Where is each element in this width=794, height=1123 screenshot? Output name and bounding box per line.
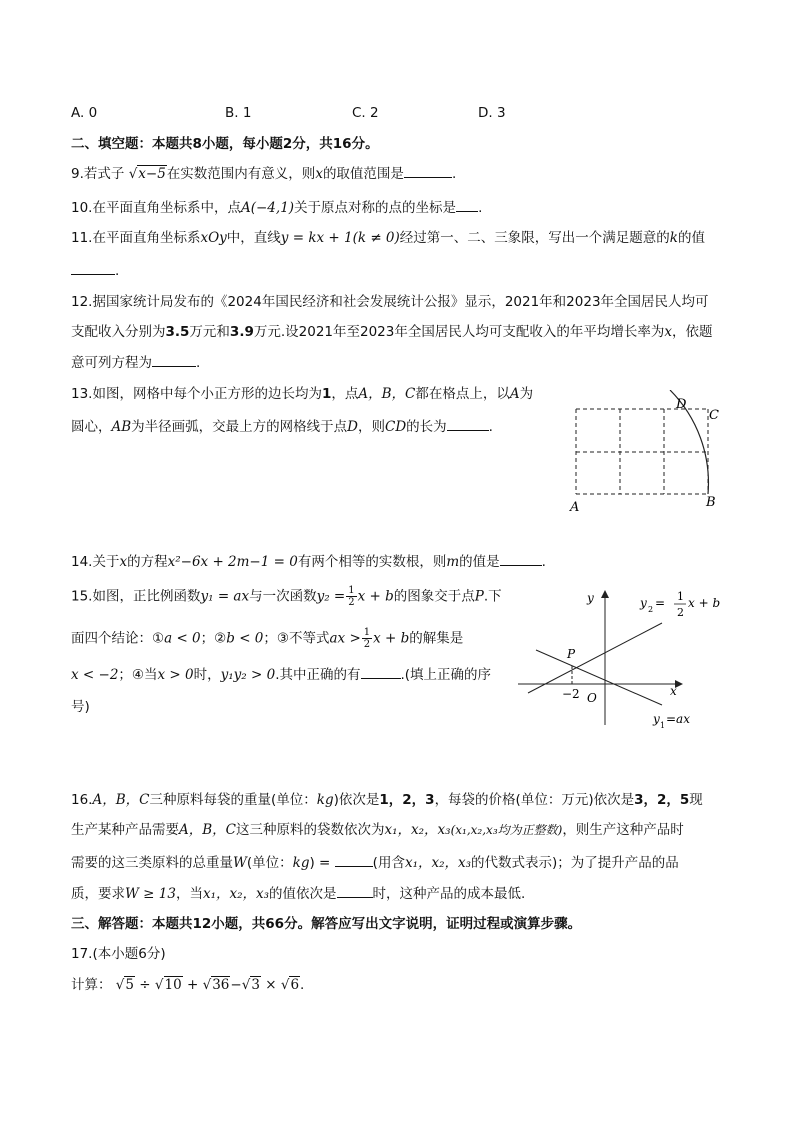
q13-text-b: ，点: [331, 386, 359, 402]
question-15-line4: 号): [71, 699, 90, 715]
question-12-line1: 12.据国家统计局发布的《2024年国民经济和社会发展统计公报》显示，2021年和2023年全国居民人均可: [71, 294, 709, 310]
q16-text-d: 现: [689, 792, 703, 808]
q11-sys: xOy: [200, 230, 227, 246]
q15-conclusion-1: a < 0: [164, 630, 201, 647]
q13-grid-figure: [560, 390, 730, 518]
q16-abc-2: A，B，C: [179, 822, 236, 838]
q9-end: .: [451, 166, 457, 182]
q11-text-post: 经过第一、二、三象限，写出一个满足题意的: [399, 230, 670, 246]
q10-number: 10.: [71, 200, 93, 216]
q16-text-b: )依次是: [333, 792, 380, 808]
q13-end: .: [488, 419, 493, 435]
q16-text-n: ，当: [175, 886, 203, 902]
q15-y2-eq: =: [655, 596, 666, 610]
q15-conclusion-3a: ax >: [329, 630, 361, 647]
question-9: 9.若式子 √x−5在实数范围内有意义，则x的取值范围是 .: [71, 163, 456, 184]
q16-abc: A，B，C: [92, 792, 150, 808]
q12-text-c: 万元.设2021年至2023年全国居民人均可支配收入的年平均增长率为: [253, 324, 665, 340]
q15-neg2-label: −2: [562, 687, 580, 701]
q15-y-label: y: [587, 591, 594, 605]
q13-label-a: A: [570, 500, 580, 515]
q15-conclusion-4b: y₁y₂ > 0: [220, 667, 276, 683]
q13-grid-lines: [576, 409, 708, 494]
q11-text: 在平面直角坐标系: [92, 230, 201, 246]
q13-points: A，B，C: [358, 386, 416, 402]
q11-end1: 的值: [677, 230, 705, 246]
section-3-title: 三、解答题：本题共12小题，共66分。解答应写出文字说明，证明过程或演算步骤。: [71, 916, 582, 932]
q10-text-post: 关于原点对称的点的坐标是: [294, 200, 457, 216]
q16-text-g: ，则生产这种产品时: [562, 822, 684, 838]
q15-half-num-2: 1: [363, 627, 371, 638]
q15-y2-pre: y₂ =: [316, 588, 346, 605]
q17-radicand-5: 6: [290, 977, 300, 993]
q16-text-l: 的代数式表示)；为了提升产品的品: [471, 855, 679, 871]
option-b: B. 1: [225, 105, 252, 121]
q17-end: .: [300, 977, 305, 993]
q10-text: 在平面直角坐标系中，点: [92, 200, 241, 216]
q13-text-e: 圆心，: [71, 419, 112, 435]
q13-a: A: [509, 386, 520, 402]
q16-integer-note: (x₁,x₂,x₃均为正整数): [450, 823, 563, 837]
q15-line-y2: [528, 623, 662, 693]
q16-text-m: 质，要求: [71, 886, 125, 902]
q13-text-g: ，则: [358, 419, 385, 435]
q14-text-mid: 的方程: [127, 554, 168, 570]
q15-half-den: 2: [348, 597, 355, 608]
q13-text-c: 都在格点上，以: [415, 386, 510, 402]
q12-var: x: [664, 324, 672, 340]
option-c: C. 2: [352, 105, 379, 121]
q17-text: 计算：: [71, 977, 112, 993]
question-11: [71, 228, 705, 248]
question-14: [71, 551, 546, 572]
q16-text: 三种原料每袋的重量(单位：: [149, 792, 317, 808]
q15-y2-post: x + b: [357, 588, 394, 605]
q15-p-label: P: [567, 647, 576, 661]
q13-label-d: D: [676, 397, 687, 412]
q15-text-l: .(填上正确的序: [400, 667, 492, 683]
q11-var: k: [669, 230, 678, 246]
q13-ab: AB: [111, 419, 132, 435]
q17-radicand-1: 5: [125, 977, 134, 993]
q16-text-f: 这三种原料的袋数依次为: [236, 822, 385, 838]
q10-point: A(−4,1): [240, 200, 295, 216]
question-15-line1: [71, 585, 502, 608]
q12-answer-blank[interactable]: [152, 352, 196, 367]
q13-text-d: 为: [519, 386, 534, 402]
q12-end: .: [196, 355, 201, 371]
question-15-line2: [71, 627, 463, 650]
q11-end2: .: [115, 263, 120, 279]
q17-op-2: +: [187, 977, 199, 993]
q16-xs: x₁，x₂，x₃: [384, 822, 451, 838]
q13-text-f: 为半径画弧，交最上方的网格线于点: [131, 419, 348, 435]
q16-text-k: (用含: [372, 855, 405, 871]
q14-equation: x²−6x + 2m−1 = 0: [167, 554, 298, 570]
q12-text-e: 意可列方程为: [71, 355, 152, 371]
q13-cd: CD: [385, 419, 407, 435]
q13-text-h: 的长为: [406, 419, 447, 435]
q15-half-fraction-2: [362, 627, 372, 650]
q16-answer-blank-2[interactable]: [337, 883, 373, 898]
q9-text-mid: 在实数范围内有意义，则: [166, 166, 316, 182]
q16-number: 16.: [71, 792, 93, 808]
q11-answer-blank[interactable]: [71, 260, 115, 275]
q11-text-mid: 中，直线: [226, 230, 281, 246]
q13-text: 13.如图，网格中每个小正方形的边长均为: [71, 386, 322, 402]
q15-y1-sub: 1: [660, 721, 666, 730]
question-12-line2: [71, 322, 712, 342]
q10-answer-blank[interactable]: [456, 197, 478, 212]
q15-y1-label: y: [653, 712, 660, 726]
q16-text-i: (单位：: [246, 855, 293, 871]
q15-graph: [512, 585, 727, 735]
q15-text-j: 时，: [193, 667, 221, 683]
q15-y1-rest: =ax: [666, 712, 690, 726]
question-10: [71, 197, 482, 218]
q15-text-e: 面四个结论：①: [71, 630, 165, 647]
q15-text-k: .其中正确的有: [275, 667, 361, 683]
q16-weights: 1，2，3: [379, 792, 435, 808]
q14-m: m: [446, 554, 460, 570]
option-a: A. 0: [71, 105, 98, 121]
option-d: D. 3: [478, 105, 506, 121]
q16-text-p: 时，这种产品的成本最低.: [372, 886, 526, 902]
q12-value-2: 3.9: [229, 324, 254, 340]
q13-answer-blank[interactable]: [447, 416, 489, 431]
q15-text-d: .下: [483, 588, 502, 605]
q15-y2-half-den: 2: [677, 606, 684, 619]
q13-label-c: C: [709, 408, 719, 423]
q9-text: 若式子: [83, 166, 125, 182]
q9-radicand: x−5: [138, 166, 166, 182]
q10-end: .: [478, 200, 483, 216]
q9-answer-blank[interactable]: [404, 163, 452, 178]
q13-d: D: [347, 419, 358, 435]
q13-label-b: B: [706, 495, 716, 510]
question-11-cont: [71, 260, 119, 281]
q17-radicand-3: 36: [212, 977, 230, 993]
q16-answer-blank-1[interactable]: [335, 852, 373, 867]
q16-kg: kg: [316, 792, 334, 808]
q15-line-y1: [536, 650, 662, 705]
question-16-line2: [71, 820, 684, 840]
q16-w: W: [233, 855, 247, 871]
q15-half-den-2: 2: [363, 639, 371, 650]
question-13-line1: [71, 384, 533, 404]
question-15-line3: [71, 664, 491, 685]
q17-radicand-4: 3: [251, 977, 260, 993]
q16-xs-3: x₁，x₂，x₃: [202, 886, 270, 902]
q15-text-c: 的图象交于点: [393, 588, 475, 605]
q15-y2-rest: x + b: [688, 596, 721, 610]
question-16-line3: [71, 852, 679, 873]
q16-text-e: 生产某种产品需要: [71, 822, 179, 838]
q9-number: 9.: [71, 166, 84, 182]
q15-conclusion-3b: x + b: [373, 630, 410, 647]
q16-text-o: 的值依次是: [269, 886, 337, 902]
q12-text-d: ，依题: [671, 324, 713, 340]
q15-origin-label: O: [587, 691, 597, 705]
question-17-expression: 计算： √5 ÷ √10 + √36−√3 × √6.: [71, 977, 305, 993]
question-16-line4: [71, 883, 525, 904]
q15-p: P: [474, 588, 484, 605]
q15-x-label: x: [670, 684, 677, 698]
q15-y1: y₁ = ax: [200, 588, 250, 605]
q14-answer-blank[interactable]: [500, 551, 542, 566]
q14-var: x: [119, 554, 128, 570]
q15-conclusion-4a: x > 0: [157, 667, 194, 683]
q16-condition: W ≥ 13: [125, 886, 176, 902]
q16-prices: 3，2，5: [634, 792, 690, 808]
q9-var: x: [315, 166, 323, 182]
q15-y2-half-num: 1: [677, 590, 684, 603]
question-16-line1: [71, 790, 703, 810]
q9-text-post: 的取值范围是: [322, 166, 404, 182]
q14-text-post: 有两个相等的实数根，则: [297, 554, 447, 570]
q15-y2-label: y: [640, 596, 647, 610]
q15-answer-blank[interactable]: [361, 664, 401, 679]
q15-half-num: 1: [348, 585, 355, 596]
q12-text: 支配收入分别为: [71, 324, 166, 340]
q14-text-end: 的值是: [459, 554, 500, 570]
q15-solution-set: x < −2: [71, 667, 119, 683]
q15-text-b: 与一次函数: [249, 588, 317, 605]
q16-text-j: ) =: [309, 855, 331, 871]
q17-radicand-2: 10: [164, 977, 182, 993]
q15-text-g: ；③不等式: [263, 630, 330, 647]
q11-equation: y = kx + 1(k ≠ 0): [280, 230, 400, 246]
question-13-line2: [71, 416, 493, 437]
q16-xs-2: x₁，x₂，x₃: [404, 855, 472, 871]
q12-value-1: 3.5: [165, 324, 190, 340]
q17-op-1: ÷: [139, 977, 151, 993]
q15-half-fraction: [346, 585, 356, 608]
q14-dot: .: [541, 554, 546, 570]
q16-kg-2: kg: [292, 855, 310, 871]
q17-op-4: ×: [265, 977, 277, 993]
q15-text: 15.如图，正比例函数: [71, 588, 201, 605]
q12-text-b: 万元和: [189, 324, 230, 340]
q14-text: 14.关于: [71, 554, 120, 570]
q15-conclusion-2: b < 0: [226, 630, 264, 647]
q15-text-h: 的解集是: [409, 630, 464, 647]
question-12-line3: [71, 352, 200, 373]
q15-text-f: ；②: [200, 630, 227, 647]
question-17-head: 17.(本小题6分): [71, 946, 166, 962]
q16-text-h: 需要的这三类原料的总重量: [71, 855, 233, 871]
q17-op-3: −: [230, 977, 242, 993]
q11-number: 11.: [71, 230, 93, 246]
section-2-title: 二、填空题：本题共8小题，每小题2分，共16分。: [71, 136, 379, 152]
q13-one: 1: [321, 386, 332, 402]
q16-text-c: ，每袋的价格(单位：万元)依次是: [434, 792, 635, 808]
q15-y2-sub: 2: [648, 605, 654, 614]
q15-text-i: ；④当: [118, 667, 158, 683]
